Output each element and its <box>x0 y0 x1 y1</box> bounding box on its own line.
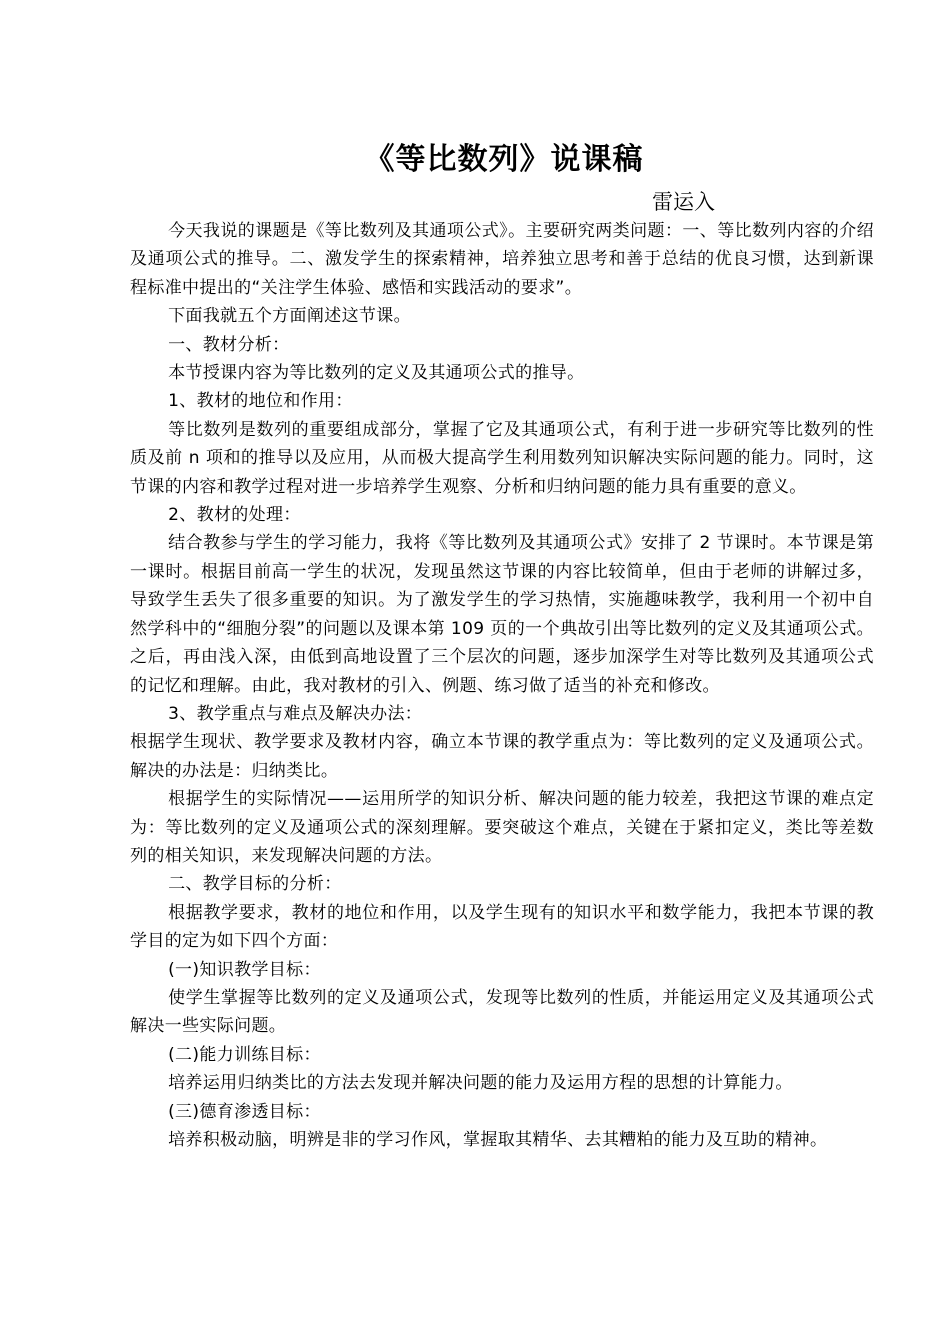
paragraph-status-and-role: 等比数列是数列的重要组成部分，掌握了它及其通项公式，有利于进一步研究等比数列的性质及前 n 项和的推导以及应用，从而极大提高学生利用数列知识解决实际问题的能力。同时，这节课的内容和教学过程对进一步培养学生观察、分析和归纳问题的能力具有重要的意义。 <box>130 419 874 497</box>
paragraph-ability-objective: 培养运用归纳类比的方法去发现并解决问题的能力及运用方程的思想的计算能力。 <box>168 1073 793 1094</box>
paragraph-textbook-handling: 结合教参与学生的学习能力，我将《等比数列及其通项公式》安排了 2 节课时。本节课是第一课时。根据目前高一学生的状况，发现虽然这节课的内容比较简单，但由于老师的讲解过多，导致学生丢失了很多重要的知识。为了激发学生的学习热情，实施趣味教学，我利用一个初中自然学科中的“细胞分裂”的问题以及课本第 109 页的一个典故引出等比数列的定义及其通项公式。之后，再由浅入深，由低到高地设置了三个层次的问题，逐步加深学生对等比数列及其通项公式的记忆和理解。由此，我对教材的引入、例题、练习做了适当的补充和修改。 <box>130 533 874 696</box>
subheading-moral-objective: (三)德育渗透目标： <box>168 1101 321 1122</box>
paragraph-intro: 今天我说的课题是《等比数列及其通项公式》。主要研究两类问题：一、等比数列内容的介绍及通项公式的推导。二、激发学生的探索精神，培养独立思考和善于总结的优良习惯，达到新课程标准中提出的“关注学生体验、感悟和实践活动的要求”。 <box>130 221 874 298</box>
subheading-key-points: 3、教学重点与难点及解决办法： <box>168 703 423 724</box>
section-heading-textbook-analysis: 一、教材分析： <box>168 334 290 355</box>
document-title: 《等比数列》说课稿 <box>364 142 644 177</box>
subheading-textbook-handling: 2、教材的处理： <box>168 505 301 526</box>
document-body <box>130 217 874 1154</box>
paragraph-knowledge-objective: 使学生掌握等比数列的定义及通项公式，发现等比数列的性质，并能运用定义及其通项公式解决一些实际问题。 <box>130 987 874 1037</box>
subheading-ability-objective: (二)能力训练目标： <box>168 1044 321 1065</box>
author-name: 雷运入 <box>652 190 715 214</box>
paragraph-moral-objective: 培养积极动脑，明辨是非的学习作风，掌握取其精华、去其糟粕的能力及互助的精神。 <box>168 1130 828 1150</box>
section-heading-teaching-objectives: 二、教学目标的分析： <box>168 874 342 895</box>
paragraph-difficulty: 根据学生的实际情况——运用所学的知识分析、解决问题的能力较差，我把这节课的难点定为：等比数列的定义及通项公式的深刻理解。要突破这个难点，关键在于紧扣定义，类比等差数列的相关知识，来发现解决问题的方法。 <box>130 789 874 866</box>
paragraph-key-points: 根据学生现状、教学要求及教材内容，确立本节课的教学重点为：等比数列的定义及通项公式。解决的办法是：归纳类比。 <box>130 732 874 781</box>
subheading-knowledge-objective: (一)知识教学目标： <box>168 959 321 980</box>
subheading-status-and-role: 1、教材的地位和作用： <box>168 391 353 412</box>
paragraph-objectives-intro: 根据教学要求，教材的地位和作用，以及学生现有的知识水平和数学能力，我把本节课的教学目的定为如下四个方面： <box>130 902 874 952</box>
paragraph-overview: 下面我就五个方面阐述这节课。 <box>168 306 411 327</box>
paragraph-lesson-content: 本节授课内容为等比数列的定义及其通项公式的推导。 <box>168 363 585 384</box>
